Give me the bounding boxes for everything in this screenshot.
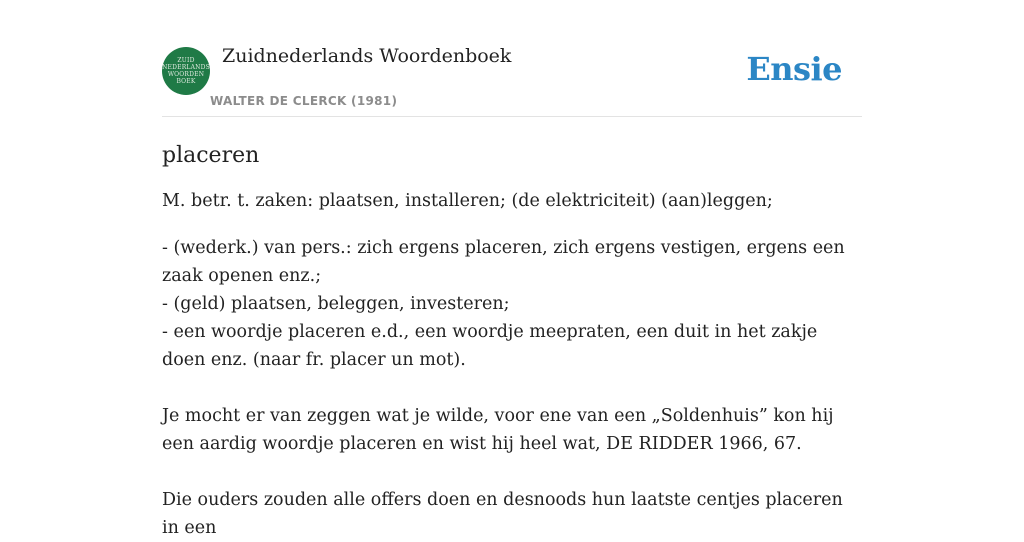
entry-quote: Je mocht er van zeggen wat je wilde, voor ene van een „Soldenhuis” kon hij een aardig woordje placeren en wist hij heel wat, DE RIDDER 1966, 67. [162, 406, 834, 454]
entry-content [162, 141, 862, 542]
page [162, 0, 862, 542]
subsense-item: - een woordje placeren e.d., een woordje meepraten, een duit in het zakje doen enz. (naar fr. placer un mot). [162, 322, 818, 370]
dictionary-title[interactable]: Zuidnederlands Woordenboek [222, 45, 512, 67]
entry-quote: Die ouders zouden alle offers doen en desnoods hun laatste centjes placeren in een [162, 490, 843, 538]
entry-headword: placeren [162, 143, 260, 168]
subsense-item: - (wederk.) van pers.: zich ergens placeren, zich ergens vestigen, ergens een zaak openen enz.; [162, 238, 845, 286]
subsense-item: - (geld) plaatsen, beleggen, investeren; [162, 294, 510, 314]
dictionary-logo[interactable]: ZUID NEDERLANDS WOORDEN BOEK [162, 47, 210, 95]
header [162, 0, 862, 117]
entry-definition: M. betr. t. zaken: plaatsen, installeren; (de elektriciteit) (aan)leggen; [162, 191, 773, 211]
ensie-logo-link[interactable]: Ensie [746, 50, 842, 88]
dictionary-author: WALTER DE CLERCK (1981) [210, 94, 398, 108]
entry-subsenses [162, 234, 862, 374]
